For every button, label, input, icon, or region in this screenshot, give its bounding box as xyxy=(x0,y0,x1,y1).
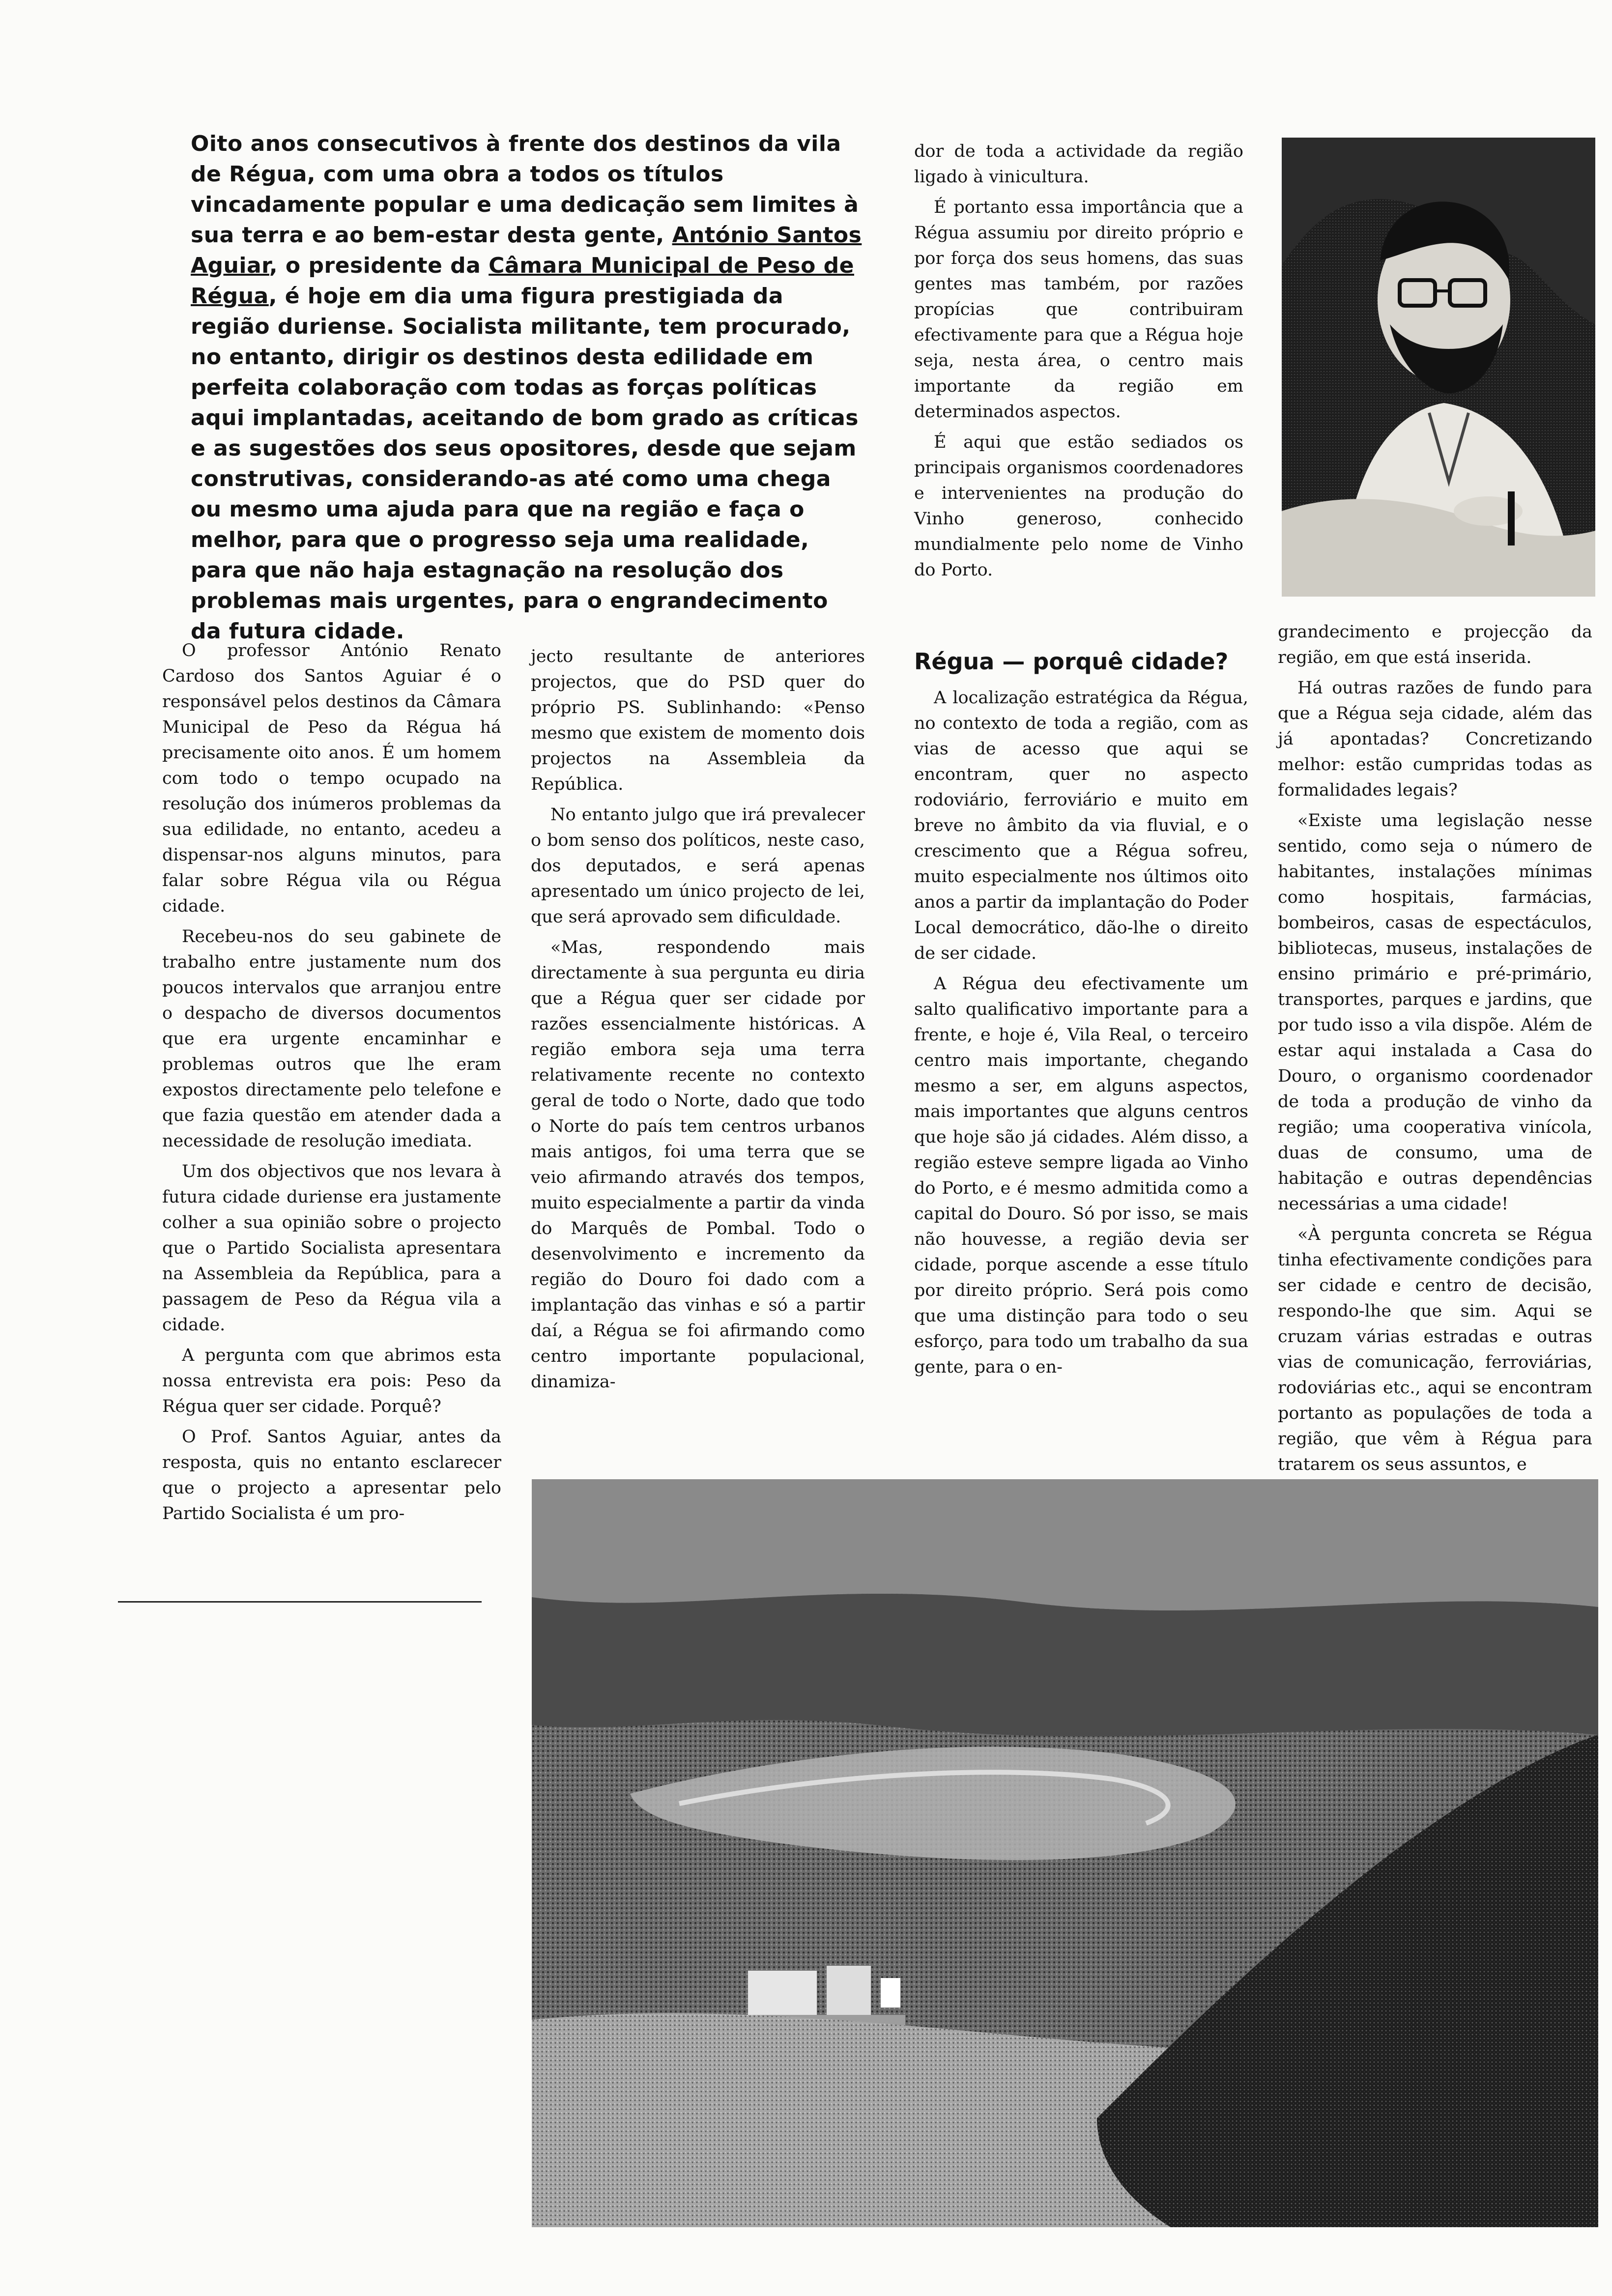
lead-paragraph xyxy=(191,129,864,647)
column-1 xyxy=(162,638,501,1531)
lead-text-3: , é hoje em dia uma figura prestigiada da região duriense. Socialista militante, tem procurado, no entanto, dirigir os destinos desta edilidade em perfeita colaboração com todas as forças políticas aqui implantadas, aceitando de bom grado as críticas e as sugestões dos seus opositores, desde que sejam construtivas, considerando-as até como uma chega ou mesmo uma ajuda para que na região e faça o melhor, para que o progresso seja uma realidade, para que não haja estagnação na resolução dos problemas mais urgentes, para o engrandecimento da futura cidade. xyxy=(191,284,859,644)
col4-paragraph: «Existe uma legislação nesse sentido, como seja o número de habitantes, instalações mínimas como hospitais, farmácias, bombeiros, casas de espectáculos, bibliotecas, museus, instalações de ensino primário e pré-primário, transportes, parques e jardins, que por tudo isso a vila dispõe. Além de estar aqui instalada a Casa do Douro, o organismo coordenador de toda a produção de vinho da região; uma cooperativa vinícola, duas de consumo, uma de habitação e outras dependências necessárias a uma cidade! xyxy=(1278,811,1592,1214)
col4-paragraph: grandecimento e projecção da região, em que está inserida. xyxy=(1278,622,1592,667)
col4-paragraph: Há outras razões de fundo para que a Régua seja cidade, além das já apontadas? Concretizando melhor: estão cumpridas todas as formalidades legais? xyxy=(1278,678,1592,800)
col2-paragraph: No entanto julgo que irá prevalecer o bom senso dos políticos, neste caso, dos deputados, e será apenas apresentado um único projecto de lei, que será aprovado sem dificuldade. xyxy=(531,805,865,927)
col2-paragraph: jecto resultante de anteriores projectos, que do PSD quer do próprio PS. Sublinhando: «Penso mesmo que existem de momento dois projectos na Assembleia da República. xyxy=(531,647,865,794)
portrait-photo xyxy=(1282,138,1595,597)
col2-paragraph: «Mas, respondendo mais directamente à sua pergunta eu diria que a Régua quer ser cidade por razões essencialmente históricas. A região embora seja uma terra relativamente recente no contexto geral de todo o Norte, dado que todo o Norte do país tem centros urbanos mais antigos, foi uma terra que se veio afirmando através dos tempos, muito especialmente a partir da vinda do Marquês de Pombal. Todo o desenvolvimento e incremento da região do Douro foi dado com a implantação das vinhas e só a partir daí, a Régua se foi afirmando como centro importante populacional, dinamiza- xyxy=(531,938,865,1392)
lead-name: António Santos Aguiar xyxy=(191,223,862,278)
col3-bottom-paragraph: A localização estratégica da Régua, no contexto de toda a região, com as vias de acesso que aqui se encontram, quer no aspecto rodoviário, ferroviário e muito em breve no âmbito da via fluvial, e o crescimento que a Régua sofreu, muito especialmente nos últimos oito anos a partir da implantação do Poder Local democrático, dão-lhe o direito de ser cidade. xyxy=(914,688,1248,963)
column-4 xyxy=(1278,619,1592,1482)
col4-paragraph: «À pergunta concreta se Régua tinha efectivamente condições para ser cidade e centro de decisão, respondo-lhe que sim. Aqui se cruzam várias estradas e outras vias de comunicação, ferroviárias, rodoviárias etc., aqui se encontram portanto as populações de toda a região, que vêm à Régua para tratarem os seus assuntos, e xyxy=(1278,1225,1592,1474)
lead-office: Câmara Municipal de Peso de Régua xyxy=(191,253,854,309)
col1-paragraph: Um dos objectivos que nos levara à futura cidade duriense era justamente colher a sua opinião sobre o projecto que o Partido Socialista apresentara na Assembleia da República, para a passagem de Peso da Régua vila a cidade. xyxy=(162,1162,501,1335)
lead-text-2: , o presidente da xyxy=(269,253,489,278)
col3-top-paragraph: dor de toda a actividade da região ligado à vinicultura. xyxy=(914,142,1243,187)
landscape-photo xyxy=(532,1479,1598,2227)
col1-paragraph: Recebeu-nos do seu gabinete de trabalho entre justamente num dos poucos intervalos que arranjou entre o despacho de diversos documentos que era urgente encaminhar e problemas outros que lhe eram expostos directamente pelo telefone e que fazia questão em atender dada a necessidade de resolução imediata. xyxy=(162,927,501,1151)
column-2 xyxy=(531,644,865,1400)
town-aerial-illustration xyxy=(532,1479,1598,2227)
column-end-rule xyxy=(118,1601,482,1603)
section-subheading: Régua — porquê cidade? xyxy=(914,648,1229,675)
column-3-bottom xyxy=(914,648,1248,1385)
col3-top-paragraph: É aqui que estão sediados os principais organismos coordenadores e intervenientes na produção do Vinho generoso, conhecido mundialmente pelo nome de Vinho do Porto. xyxy=(914,432,1243,580)
column-3-top xyxy=(914,139,1243,588)
col1-paragraph: O Prof. Santos Aguiar, antes da resposta, quis no entanto esclarecer que o projecto a apresentar pelo Partido Socialista é um pro- xyxy=(162,1427,501,1523)
col1-paragraph: O professor António Renato Cardoso dos Santos Aguiar é o responsável pelos destinos da Câmara Municipal de Peso da Régua há precisamente oito anos. É um homem com todo o tempo ocupado na resolução dos inúmeros problemas da sua edilidade, no entanto, acedeu a dispensar-nos alguns minutos, para falar sobre Régua vila ou Régua cidade. xyxy=(162,641,501,916)
portrait-illustration xyxy=(1282,138,1595,597)
lead-text-1: Oito anos consecutivos à frente dos destinos da vila de Régua, com uma obra a todos os títulos vincadamente popular e uma dedicação sem limites à sua terra e ao bem-estar desta gente, xyxy=(191,131,859,248)
col3-top-paragraph: É portanto essa importância que a Régua assumiu por direito próprio e por força dos seus homens, das suas gentes mas também, por razões propícias que contribuiram efectivamente para que a Régua hoje seja, nesta área, o centro mais importante da região em determinados aspectos. xyxy=(914,198,1243,422)
col3-bottom-paragraph: A Régua deu efectivamente um salto qualificativo importante para a frente, e hoje é, Vila Real, o terceiro centro mais importante, chegando mesmo a ser, em alguns aspectos, mais importantes que alguns centros que hoje são já cidades. Além disso, a região esteve sempre ligada ao Vinho do Porto, e é mesmo admitida como a capital do Douro. Só por isso, se mais não houvesse, a região devia ser cidade, porque ascende a esse título por direito próprio. Será pois como que uma distinção para todo o seu esforço, para todo um trabalho da sua gente, para o en- xyxy=(914,974,1248,1377)
col1-paragraph: A pergunta com que abrimos esta nossa entrevista era pois: Peso da Régua quer ser cidade. Porquê? xyxy=(162,1346,501,1416)
